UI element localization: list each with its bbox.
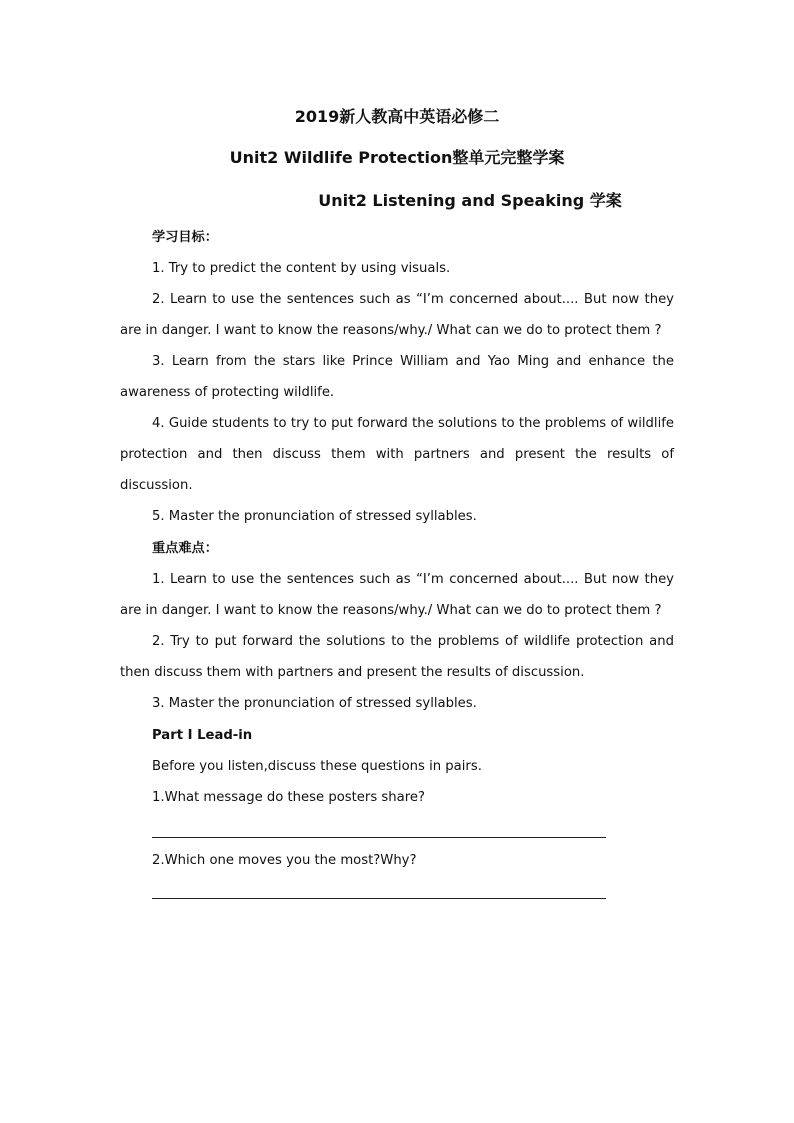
unit-title: Unit2 Wildlife Protection整单元完整学案: [229, 148, 565, 167]
objective-item: 4. Guide students to try to put forward the solutions to the problems of wildlife protection and then discuss them with partners and present the results of discussion.: [120, 416, 674, 493]
part1-heading: Part Ⅰ Lead-in: [152, 728, 253, 743]
part1-instruction: Before you listen,discuss these questions in pairs.: [152, 759, 482, 774]
question-item: 2.Which one moves you the most?Why?: [152, 853, 417, 868]
key-point-item: 3. Master the pronunciation of stressed syllables.: [152, 696, 477, 711]
objective-item: 5. Master the pronunciation of stressed syllables.: [152, 509, 477, 524]
objective-item: 2. Learn to use the sentences such as “I’m concerned about.... But now they are in danger. I want to know the reasons/why./ What can we do to protect them ?: [120, 292, 674, 338]
key-point-item: 1. Learn to use the sentences such as “I’m concerned about.... But now they are in danger. I want to know the reasons/why./ What can we do to protect them ?: [120, 572, 674, 618]
part1-section: [120, 720, 674, 813]
document-title: 2019新人教高中英语必修二: [294, 107, 500, 126]
objectives-section: [120, 222, 674, 532]
question-item: 1.What message do these posters share?: [152, 790, 425, 805]
objective-item: 1. Try to predict the content by using visuals.: [152, 261, 451, 276]
key-point-item: 2. Try to put forward the solutions to the problems of wildlife protection and then discuss them with partners and present the results of discussion.: [120, 634, 674, 680]
key-points-section: [120, 533, 674, 719]
key-points-heading: 重点难点：: [152, 541, 218, 556]
answer-line[interactable]: [152, 898, 606, 899]
objective-item: 3. Learn from the stars like Prince William and Yao Ming and enhance the awareness of protecting wildlife.: [120, 354, 674, 400]
lesson-title: Unit2 Listening and Speaking 学案: [318, 191, 622, 210]
part1-question-2: [120, 845, 674, 876]
answer-line[interactable]: [152, 837, 606, 838]
objectives-heading: 学习目标：: [152, 230, 218, 245]
